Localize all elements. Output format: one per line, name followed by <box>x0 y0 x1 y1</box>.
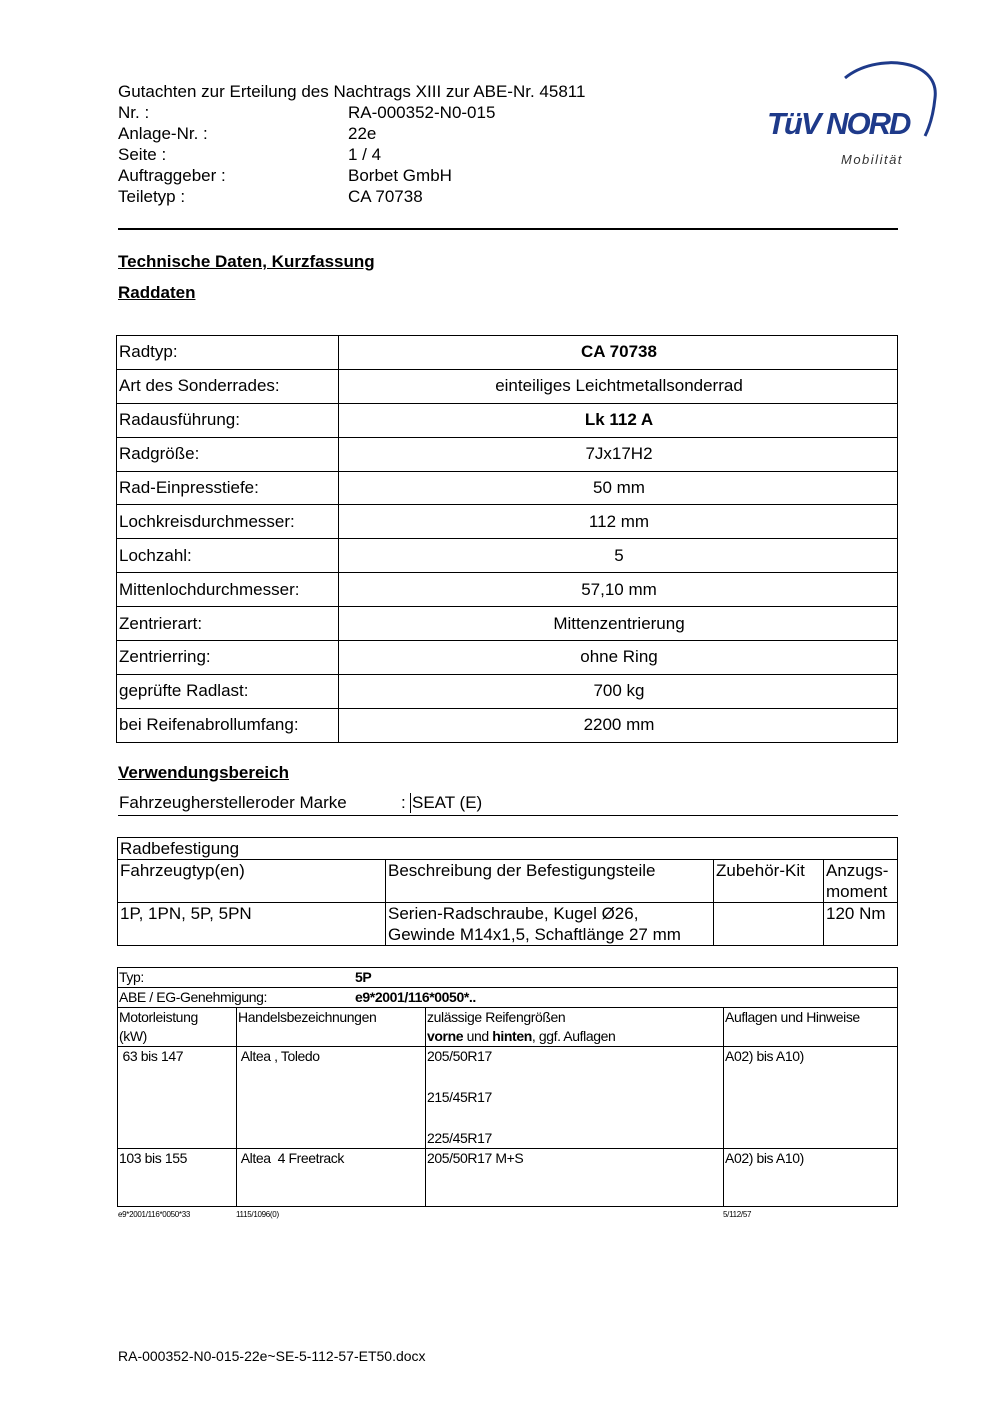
header-label: Nr. : <box>118 103 150 122</box>
table-cell: 103 bis 155 <box>118 1149 237 1207</box>
raddaten-key: Zentrierart: <box>117 607 339 641</box>
typ-row <box>118 968 898 988</box>
table-cell: Altea 4 Freetrack <box>237 1149 426 1207</box>
header-und: und <box>463 1028 493 1044</box>
table-row <box>117 674 898 708</box>
table-cell <box>426 1047 724 1149</box>
raddaten-table <box>116 335 898 743</box>
column-header: Zubehör-Kit <box>714 860 824 903</box>
header-line <box>427 1027 723 1046</box>
raddaten-value: 700 kg <box>339 674 898 708</box>
tiny-reference-a: e9*2001/116*0050*33 <box>118 1210 191 1219</box>
raddaten-key: Lochzahl: <box>117 539 339 573</box>
header-row-anlage <box>118 123 376 144</box>
table-cell <box>714 903 824 946</box>
tire-size: 215/45R17 <box>427 1089 492 1105</box>
raddaten-key: Radausführung: <box>117 403 339 437</box>
table-row <box>118 838 898 860</box>
abe-value: e9*2001/116*0050*.. <box>355 989 476 1005</box>
table-row <box>117 708 898 742</box>
abe-label: ABE / EG-Genehmigung: <box>119 989 268 1005</box>
column-header-reifen <box>426 1008 724 1047</box>
fahrzeug-value: SEAT (E) <box>412 793 483 812</box>
tiny-reference-c: 5/112/57 <box>723 1210 752 1219</box>
column-header: Beschreibung der Befestigungsteile <box>386 860 714 903</box>
table-header-row <box>118 860 898 903</box>
cell-line: Serien-Radschraube, Kugel Ø26, <box>388 904 639 923</box>
raddaten-value: Mittenzentrierung <box>339 607 898 641</box>
raddaten-key: Rad-Einpresstiefe: <box>117 471 339 505</box>
fahrzeug-hersteller-row <box>118 793 898 816</box>
abe-row <box>118 988 898 1008</box>
raddaten-value: 50 mm <box>339 471 898 505</box>
header-line: (kW) <box>119 1028 147 1044</box>
section-verwendungsbereich: Verwendungsbereich <box>118 763 289 782</box>
table-row <box>117 573 898 607</box>
typ-value: 5P <box>355 969 372 985</box>
typ-label: Typ: <box>119 969 144 985</box>
raddaten-key: bei Reifenabrollumfang: <box>117 708 339 742</box>
header-label: Anlage-Nr. : <box>118 124 208 143</box>
column-header: Fahrzeugtyp(en) <box>118 860 386 903</box>
table-row <box>117 471 898 505</box>
table-title: Radbefestigung <box>118 838 898 860</box>
header-line: zulässige Reifengrößen <box>427 1009 566 1025</box>
table-row <box>118 903 898 946</box>
header-line: Anzugs- <box>826 861 889 880</box>
raddaten-value: einteiliges Leichtmetallsonderrad <box>339 369 898 403</box>
column-header-motor <box>118 1008 237 1047</box>
radbefestigung-table <box>117 837 898 946</box>
header-vorne: vorne <box>427 1028 464 1044</box>
raddaten-value: Lk 112 A <box>339 403 898 437</box>
header-auflagen-suffix: , ggf. Auflagen <box>531 1028 616 1044</box>
raddaten-value: 2200 mm <box>339 708 898 742</box>
table-row <box>117 369 898 403</box>
header-row-teiletyp <box>118 186 423 207</box>
cell-line: Gewinde M14x1,5, Schaftlänge 27 mm <box>388 925 681 944</box>
table-header-row <box>118 1008 898 1047</box>
tire-size: 205/50R17 <box>427 1048 492 1064</box>
header-value: RA-000352-N0-015 <box>348 103 496 122</box>
table-row <box>117 403 898 437</box>
header-hinten: hinten <box>492 1028 532 1044</box>
raddaten-key: Mittenlochdurchmesser: <box>117 573 339 607</box>
header-label: Teiletyp : <box>118 187 186 206</box>
table-cell: A02) bis A10) <box>724 1047 898 1149</box>
table-cell: A02) bis A10) <box>724 1149 898 1207</box>
header-label: Seite : <box>118 145 167 164</box>
raddaten-key: Radtyp: <box>117 336 339 370</box>
raddaten-value: 5 <box>339 539 898 573</box>
logo-text: TüV NORD <box>767 106 910 141</box>
typ-table <box>117 967 898 1207</box>
section-technische-daten: Technische Daten, Kurzfassung <box>118 252 375 271</box>
header-label: Auftraggeber : <box>118 166 226 185</box>
raddaten-value: CA 70738 <box>339 336 898 370</box>
table-cell: Altea , Toledo <box>237 1047 426 1149</box>
table-row <box>118 968 898 988</box>
header-row-seite <box>118 144 381 165</box>
header-value: 22e <box>348 124 377 143</box>
raddaten-key: Lochkreisdurchmesser: <box>117 505 339 539</box>
table-cell: 1P, 1PN, 5P, 5PN <box>118 903 386 946</box>
column-header-auflagen: Auflagen und Hinweise <box>724 1008 898 1047</box>
header-row-nr <box>118 102 495 123</box>
fahrzeug-separator: : <box>401 793 406 812</box>
raddaten-value: ohne Ring <box>339 641 898 675</box>
tire-size: 225/45R17 <box>427 1130 492 1146</box>
raddaten-value: 7Jx17H2 <box>339 437 898 471</box>
raddaten-key: Radgröße: <box>117 437 339 471</box>
header-line: moment <box>826 882 888 901</box>
raddaten-key: Art des Sonderrades: <box>117 369 339 403</box>
fahrzeug-label: Fahrzeugherstelleroder Marke <box>119 793 347 812</box>
raddaten-value: 57,10 mm <box>339 573 898 607</box>
table-cell: 63 bis 147 <box>118 1047 237 1149</box>
table-cell <box>386 903 714 946</box>
table-row <box>117 641 898 675</box>
table-row <box>117 505 898 539</box>
table-row <box>118 988 898 1008</box>
logo-subtitle: Mobilität <box>841 152 903 167</box>
table-row <box>118 1047 898 1149</box>
column-header-anzugsmoment <box>824 860 898 903</box>
header-value: CA 70738 <box>348 187 423 206</box>
raddaten-value: 112 mm <box>339 505 898 539</box>
table-cell: 120 Nm <box>824 903 898 946</box>
header-row-auftraggeber <box>118 165 452 186</box>
table-row <box>117 336 898 370</box>
table-cell: 205/50R17 M+S <box>426 1149 724 1207</box>
column-header-handel: Handelsbezeichnungen <box>237 1008 426 1047</box>
table-row <box>118 1149 898 1207</box>
raddaten-key: geprüfte Radlast: <box>117 674 339 708</box>
table-row <box>117 539 898 573</box>
table-row <box>117 607 898 641</box>
header-value: 1 / 4 <box>348 145 382 164</box>
header-divider <box>118 228 898 230</box>
document-title: Gutachten zur Erteilung des Nachtrags XIII zur ABE-Nr. 45811 <box>118 82 586 101</box>
raddaten-key: Zentrierring: <box>117 641 339 675</box>
footer-filename: RA-000352-N0-015-22e~SE-5-112-57-ET50.docx <box>118 1348 426 1364</box>
header-line: Motorleistung <box>119 1009 198 1025</box>
section-raddaten: Raddaten <box>118 283 196 302</box>
tuv-nord-logo <box>765 58 945 178</box>
table-row <box>117 437 898 471</box>
header-value: Borbet GmbH <box>348 166 452 185</box>
tiny-reference-b: 1115/1096(0) <box>236 1210 279 1219</box>
